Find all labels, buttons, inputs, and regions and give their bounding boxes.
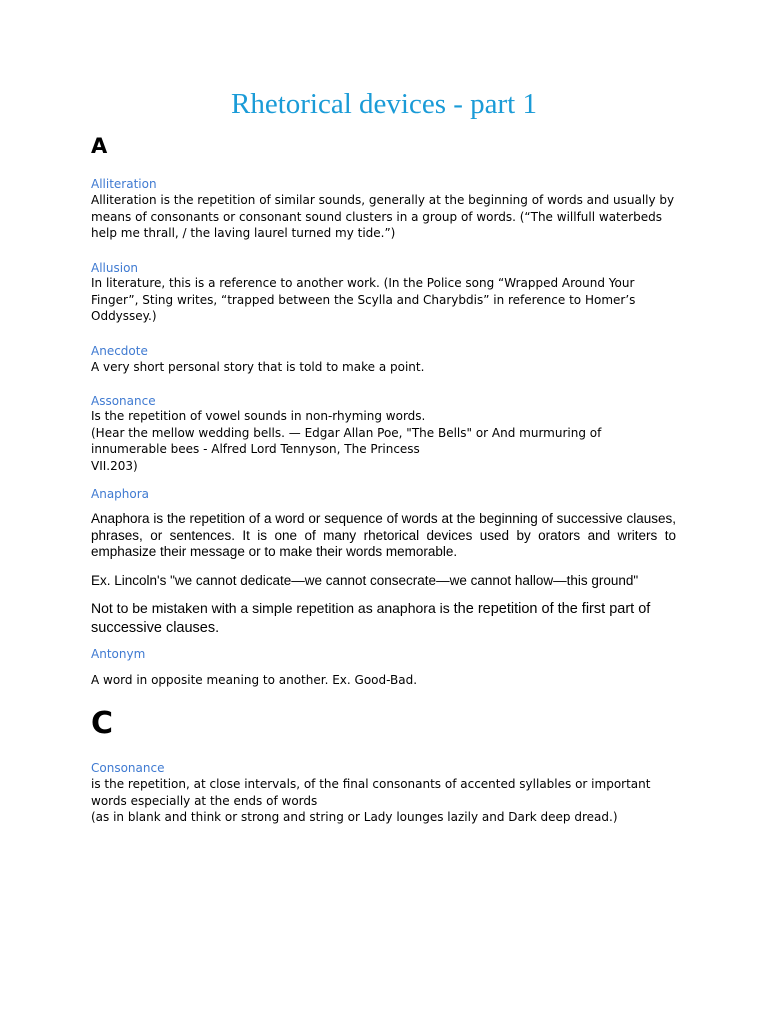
term-consonance: Consonance	[91, 761, 165, 775]
definition-line: words especially at the ends of words	[91, 793, 318, 808]
definition-line: innumerable bees - Alfred Lord Tennyson, The Princess	[91, 442, 420, 456]
definition-line: help me thrall, / the laving laurel turned my tide.”)	[91, 226, 396, 240]
definition-anaphora: Anaphora is the repetition of a word or sequence of words at the beginning of successive clauses, phrases, or sentences. It is one of many rhetorical devices used by orators and writers to emphasize their message or to make their words memorable.	[91, 511, 676, 559]
definition-line: Is the repetition of vowel sounds in non-rhyming words.	[91, 409, 426, 423]
example-anaphora: Ex. Lincoln's "we cannot dedicate—we cannot consecrate—we cannot hallow—this ground"	[91, 573, 639, 588]
note-anaphora-part1: Not to be mistaken with a simple repetition as anaphora is	[91, 600, 454, 616]
definition-line: means of consonants or consonant sound clusters in a group of words. (“The willfull waterbeds	[91, 209, 662, 224]
definition-anecdote	[91, 359, 681, 376]
definition-line: Oddyssey.)	[91, 309, 157, 323]
definition-line: Alliteration is the repetition of similar sounds, generally at the beginning of words and usually by	[91, 193, 675, 207]
term-alliteration: Alliteration	[91, 177, 157, 191]
definition-line: is the repetition, at close intervals, of the final consonants of accented syllables or important	[91, 777, 651, 791]
page-title: Rhetorical devices - part 1	[231, 88, 537, 120]
definition-line: (Hear the mellow wedding bells. — Edgar Allan Poe, "The Bells" or And murmuring of	[91, 425, 602, 440]
definition-line: VII.203)	[91, 458, 138, 473]
term-allusion: Allusion	[91, 261, 139, 275]
definition-line: A word in opposite meaning to another. Ex. Good-Bad.	[91, 673, 418, 687]
term-assonance: Assonance	[91, 394, 156, 408]
definition-alliteration	[91, 192, 681, 242]
definition-antonym	[91, 672, 681, 689]
definition-line: In literature, this is a reference to another work. (In the Police song “Wrapped Around Your	[91, 276, 635, 290]
note-anaphora-part2: the repetition of the first part of successive clauses.	[91, 601, 651, 636]
definition-allusion	[91, 275, 681, 325]
definition-line: Finger”, Sting writes, “trapped between the Scylla and Charybdis” in reference to Homer’s	[91, 292, 636, 307]
section-letter-a: A	[91, 134, 108, 158]
definition-consonance	[91, 776, 681, 826]
section-letter-c: C	[91, 706, 114, 741]
definition-line: (as in blank and think or strong and string or Lady lounges lazily and Dark deep dread.)	[91, 810, 618, 824]
note-anaphora	[91, 599, 676, 637]
term-antonym: Antonym	[91, 647, 146, 661]
term-anaphora: Anaphora	[91, 487, 150, 501]
term-anecdote: Anecdote	[91, 344, 148, 358]
definition-line: A very short personal story that is told to make a point.	[91, 360, 425, 374]
definition-assonance	[91, 408, 681, 474]
